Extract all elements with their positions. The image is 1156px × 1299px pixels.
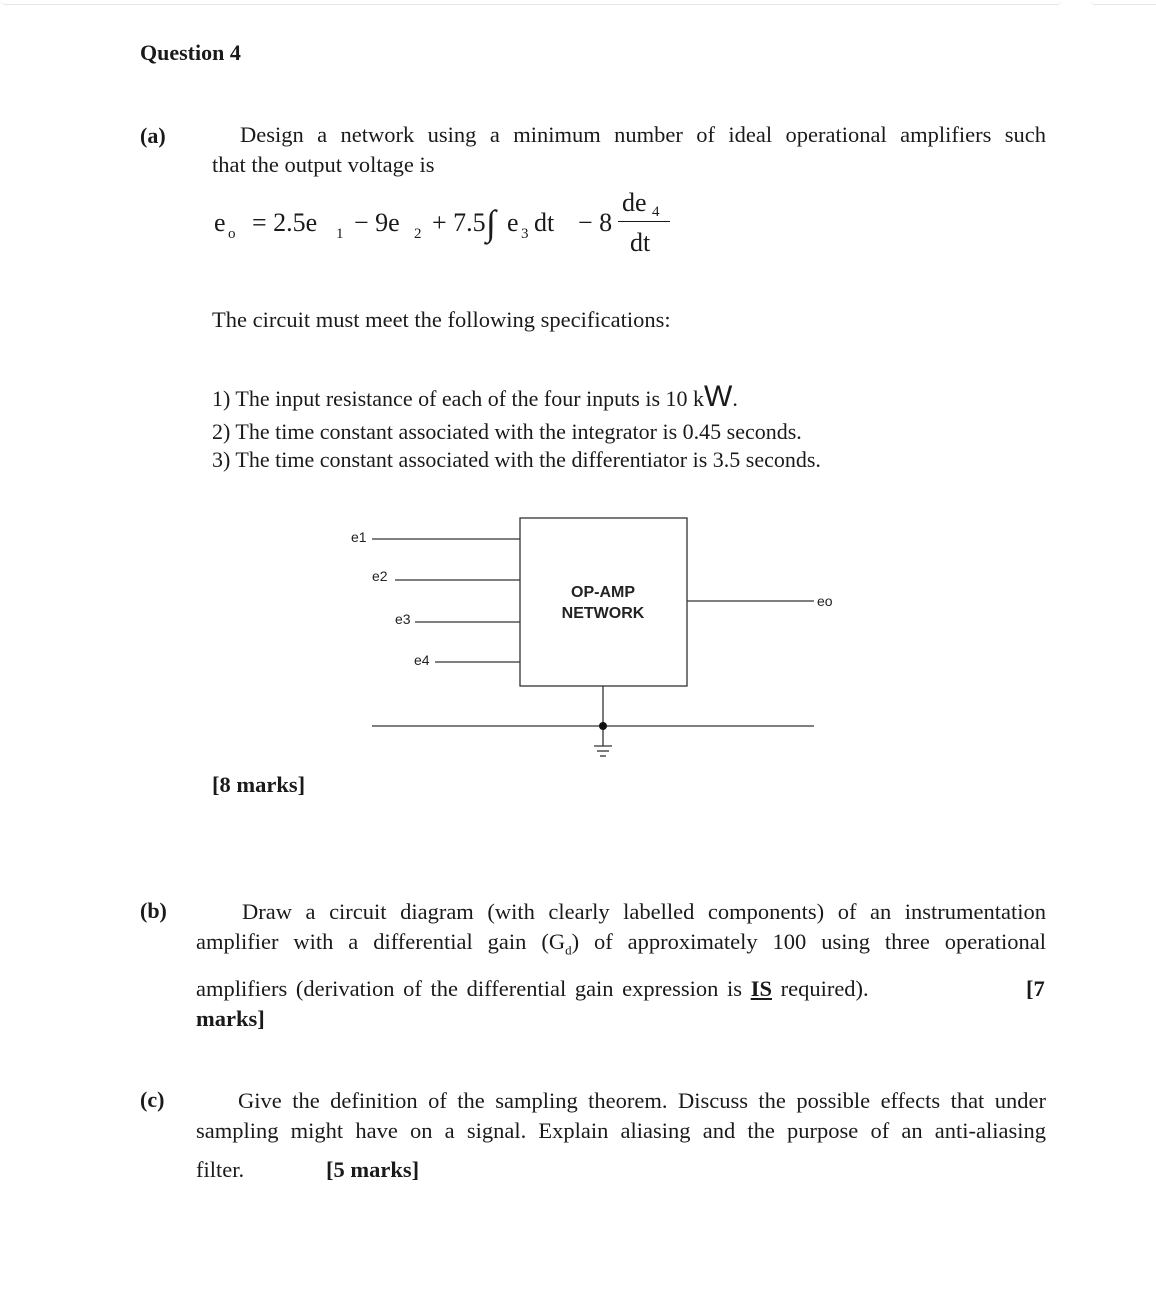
label-e1: e1 <box>351 529 367 545</box>
eq-lhs: e <box>214 208 226 237</box>
eq-term2: − 9e <box>354 208 400 237</box>
spec-item-3: 3) The time constant associated with the differentiator is 3.5 seconds. <box>212 447 821 472</box>
box-label-line1: OP-AMP <box>571 584 635 601</box>
part-c-line3: filter. <box>196 1157 245 1182</box>
part-b-line2-start: amplifier with a differential gain (G <box>196 929 566 954</box>
part-b-line1: Draw a circuit diagram (with clearly labelled components) of an instrumentation <box>242 899 1046 924</box>
spec-intro: The circuit must meet the following specifications: <box>212 307 671 332</box>
part-c-line1: Give the definition of the sampling theorem. Discuss the possible effects that under <box>238 1088 1046 1113</box>
eq-frac-sub: 4 <box>652 204 660 220</box>
part-b-line3-end: required). <box>780 976 869 1001</box>
eq-coef: − 8 <box>578 208 613 237</box>
eq-term3: + 7.5 <box>432 208 486 237</box>
part-b-line2 <box>196 927 1046 966</box>
spec-item-2: 2) The time constant associated with the integrator is 0.45 seconds. <box>212 419 802 444</box>
eq-sub3: 3 <box>521 226 529 242</box>
part-b-line3-start: amplifiers (derivation of the differential gain expression is <box>196 976 743 1001</box>
eq-sub1: 1 <box>336 226 344 242</box>
part-b-label: (b) <box>140 898 167 923</box>
ohm-symbol: W <box>704 380 733 413</box>
spec1-text: 1) The input resistance of each of the four inputs is 10 k <box>212 386 705 411</box>
spec1-period: . <box>732 386 738 411</box>
part-c-label: (c) <box>140 1087 165 1112</box>
op-amp-network-box <box>520 518 687 686</box>
part-b-marks-start: [7 <box>1026 976 1045 1001</box>
label-e4: e4 <box>414 652 430 668</box>
label-e2: e2 <box>372 568 388 584</box>
part-b-line2-end: ) of approximately 100 using three operational <box>571 929 1047 954</box>
eq-frac-numerator: de <box>622 188 647 217</box>
part-b-marks-end: marks] <box>196 1006 265 1031</box>
emphasis-is: IS <box>750 976 772 1001</box>
eq-integral-sign: ∫ <box>486 203 496 243</box>
label-eo: eo <box>817 593 833 609</box>
part-a-label: (a) <box>140 123 166 148</box>
eq-dt: dt <box>534 208 555 237</box>
part-c-line2: sampling might have on a signal. Explain aliasing and the purpose of an anti-aliasing <box>196 1118 1046 1143</box>
eq-term1: = 2.5e <box>252 208 318 237</box>
question-title: Question 4 <box>140 40 241 65</box>
label-e3: e3 <box>395 611 411 627</box>
ground-junction-dot <box>599 722 607 730</box>
eq-sub2: 2 <box>414 226 422 242</box>
part-a-intro-line1: Design a network using a minimum number of ideal operational amplifiers such <box>240 122 1046 147</box>
part-a-marks: [8 marks] <box>212 772 306 797</box>
part-b-line3 <box>196 974 869 1004</box>
eq-term4: e <box>507 208 519 237</box>
gain-subscript: d <box>565 942 572 958</box>
part-a-intro-line2: that the output voltage is <box>212 152 435 177</box>
box-label-line2: NETWORK <box>561 605 645 622</box>
eq-frac-denominator: dt <box>630 228 651 257</box>
eq-lhs-sub: o <box>228 226 236 242</box>
part-c-marks: [5 marks] <box>326 1157 420 1182</box>
